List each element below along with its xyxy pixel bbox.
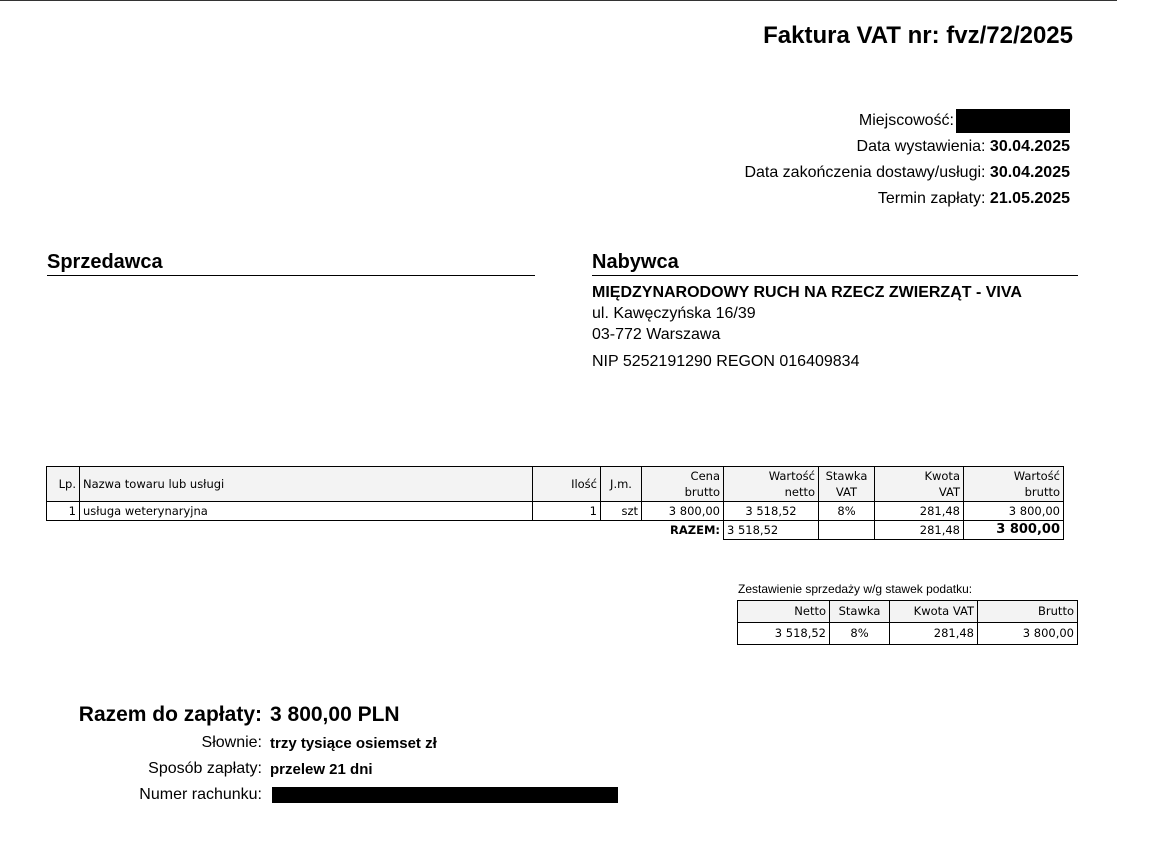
words-row <box>40 730 618 756</box>
header-net-line2: netto <box>784 485 815 499</box>
summary-rate: 8% <box>830 623 890 645</box>
buyer-ids: NIP 5252191290 REGON 016409834 <box>592 353 860 370</box>
top-divider <box>0 0 1117 1</box>
summary-gross: 3 800,00 <box>978 623 1078 645</box>
total-gross: 3 800,00 <box>964 521 1064 540</box>
buyer-name: MIĘDZYNARODOWY RUCH NA RZECZ ZWIERZĄT - VIVA <box>592 284 1022 301</box>
header-unit: J.m. <box>601 467 642 502</box>
items-table <box>46 466 1064 540</box>
due-date-label: Termin zapłaty: <box>877 190 986 207</box>
amount-due: 3 800,00 PLN <box>270 703 400 726</box>
due-date: 21.05.2025 <box>989 190 1070 207</box>
payment-method: przelew 21 dni <box>270 760 373 778</box>
header-lp: Lp. <box>47 467 80 502</box>
amount-in-words: trzy tysiące osiemset zł <box>270 734 437 752</box>
cell-vat: 281,48 <box>875 502 964 521</box>
header-rate-line2: VAT <box>835 485 858 499</box>
cell-gross: 3 800,00 <box>964 502 1064 521</box>
header-price-line1: Cena <box>690 469 720 483</box>
items-header-row <box>47 467 1064 502</box>
amount-due-label: Razem do zapłaty: <box>78 703 262 726</box>
table-row <box>47 502 1064 521</box>
summary-header-row <box>738 601 1078 623</box>
redacted-account <box>272 787 618 803</box>
account-label: Numer rachunku: <box>139 786 262 803</box>
place-row <box>560 108 1070 134</box>
delivery-date-label: Data zakończenia dostawy/usługi: <box>744 164 986 181</box>
buyer-details <box>592 282 1062 372</box>
cell-net: 3 518,52 <box>724 502 819 521</box>
header-rate-line1: Stawka <box>825 469 868 483</box>
total-label: RAZEM: <box>670 523 720 537</box>
summary-header-net: Netto <box>738 601 830 623</box>
header-name: Nazwa towaru lub usługi <box>80 467 533 502</box>
header-price-line2: brutto <box>684 485 720 499</box>
method-label: Sposób zapłaty: <box>148 760 262 777</box>
header-price <box>642 467 724 502</box>
header-net <box>724 467 819 502</box>
cell-rate: 8% <box>819 502 875 521</box>
words-label: Słownie: <box>201 734 262 751</box>
summary-header-gross: Brutto <box>978 601 1078 623</box>
header-gross <box>964 467 1064 502</box>
delivery-date: 30.04.2025 <box>989 164 1070 181</box>
invoice-meta <box>560 108 1070 212</box>
cell-price: 3 800,00 <box>642 502 724 521</box>
header-gross-line1: Wartość <box>1013 469 1060 483</box>
buyer-street: ul. Kawęczyńska 16/39 <box>592 305 756 322</box>
cell-name: usługa weterynaryjna <box>80 502 533 521</box>
summary-header-vat: Kwota VAT <box>890 601 978 623</box>
issue-date: 30.04.2025 <box>989 138 1070 155</box>
total-vat: 281,48 <box>875 521 964 540</box>
cell-qty: 1 <box>533 502 601 521</box>
header-net-line1: Wartość <box>768 469 815 483</box>
delivery-date-row <box>560 160 1070 186</box>
cell-unit: szt <box>601 502 642 521</box>
invoice-title: Faktura VAT nr: fvz/72/2025 <box>763 22 1073 49</box>
vat-summary-table <box>737 600 1078 645</box>
summary-header-rate: Stawka <box>830 601 890 623</box>
seller-heading: Sprzedawca <box>47 250 535 276</box>
place-label: Miejscowość: <box>858 112 954 129</box>
header-qty: Ilość <box>533 467 601 502</box>
buyer-heading: Nabywca <box>592 250 1078 276</box>
account-row <box>40 782 618 808</box>
header-gross-line2: brutto <box>1024 485 1060 499</box>
amount-due-row <box>40 700 618 730</box>
summary-caption: Zestawienie sprzedaży w/g stawek podatku: <box>738 582 973 596</box>
header-vat <box>875 467 964 502</box>
header-vat-line2: VAT <box>938 485 960 499</box>
summary-vat: 281,48 <box>890 623 978 645</box>
table-row <box>738 623 1078 645</box>
cell-lp: 1 <box>47 502 80 521</box>
header-rate <box>819 467 875 502</box>
issue-date-row <box>560 134 1070 160</box>
payment-section <box>40 700 618 808</box>
issue-date-label: Data wystawienia: <box>856 138 986 155</box>
header-vat-line1: Kwota <box>924 469 960 483</box>
method-row <box>40 756 618 782</box>
summary-net: 3 518,52 <box>738 623 830 645</box>
total-row <box>47 521 1064 540</box>
total-net: 3 518,52 <box>724 521 819 540</box>
redacted-place <box>956 109 1070 133</box>
buyer-city: 03-772 Warszawa <box>592 326 721 343</box>
due-date-row <box>560 186 1070 212</box>
